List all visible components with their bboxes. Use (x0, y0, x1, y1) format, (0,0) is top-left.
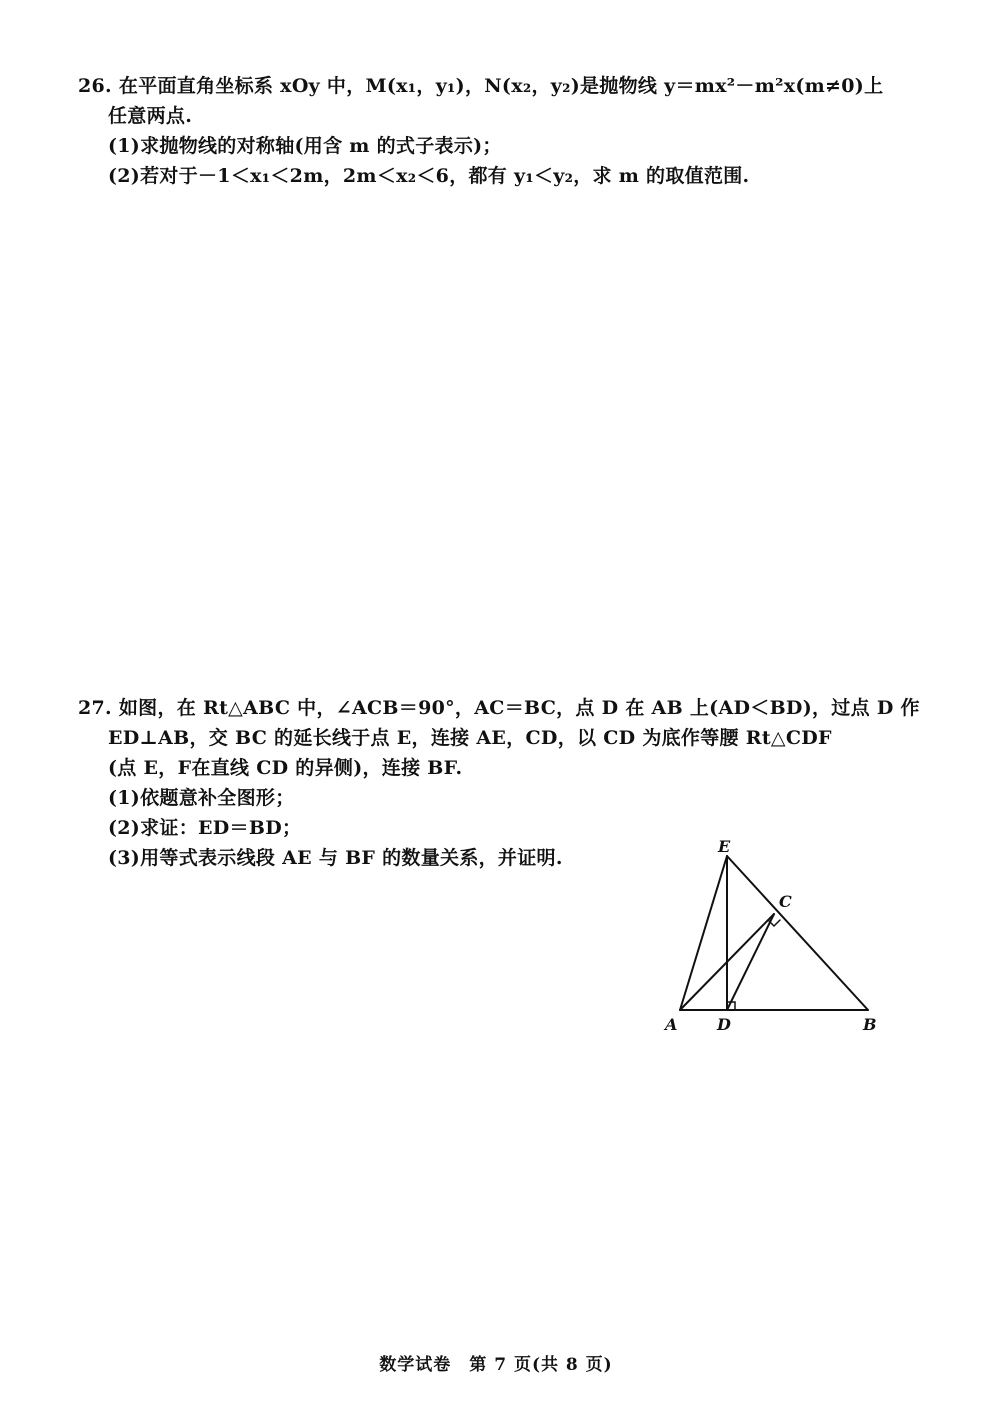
q27-part2: (2)求证：ED＝BD； (108, 817, 302, 839)
q27-line1: 27. 如图，在 Rt△ABC 中，∠ACB＝90°，AC＝BC，点 D 在 AB 上(AD＜BD)，过点 D 作 (78, 697, 920, 719)
q26-part2: (2)若对于－1＜x₁＜2m，2m＜x₂＜6，都有 y₁＜y₂，求 m 的取值范围. (108, 165, 750, 187)
q27-part1: (1)依题意补全图形； (108, 787, 295, 809)
q27-line2: ED⊥AB，交 BC 的延长线于点 E，连接 AE，CD，以 CD 为底作等腰 Rt△CDF (108, 727, 832, 749)
label-C: C (779, 892, 792, 911)
q27-part3: (3)用等式表示线段 AE 与 BF 的数量关系，并证明. (108, 847, 563, 869)
segment-EB (727, 856, 868, 1010)
q26-line2: 任意两点. (108, 105, 193, 127)
page-footer: 数学试卷 第 7 页(共 8 页) (379, 1355, 613, 1375)
q26-line1: 26. 在平面直角坐标系 xOy 中，M(x₁，y₁)，N(x₂，y₂)是抛物线 y＝mx²－m²x(m≠0)上 (78, 75, 884, 97)
label-D: D (717, 1015, 731, 1034)
q26-part1: (1)求抛物线的对称轴(用含 m 的式子表示)； (108, 135, 502, 157)
label-B: B (863, 1015, 877, 1034)
q27-line3: (点 E，F在直线 CD 的异侧)，连接 BF. (108, 757, 463, 779)
segment-CD (727, 914, 774, 1010)
label-E: E (718, 837, 731, 856)
label-A: A (665, 1015, 678, 1034)
geometry-figure (655, 830, 895, 1040)
